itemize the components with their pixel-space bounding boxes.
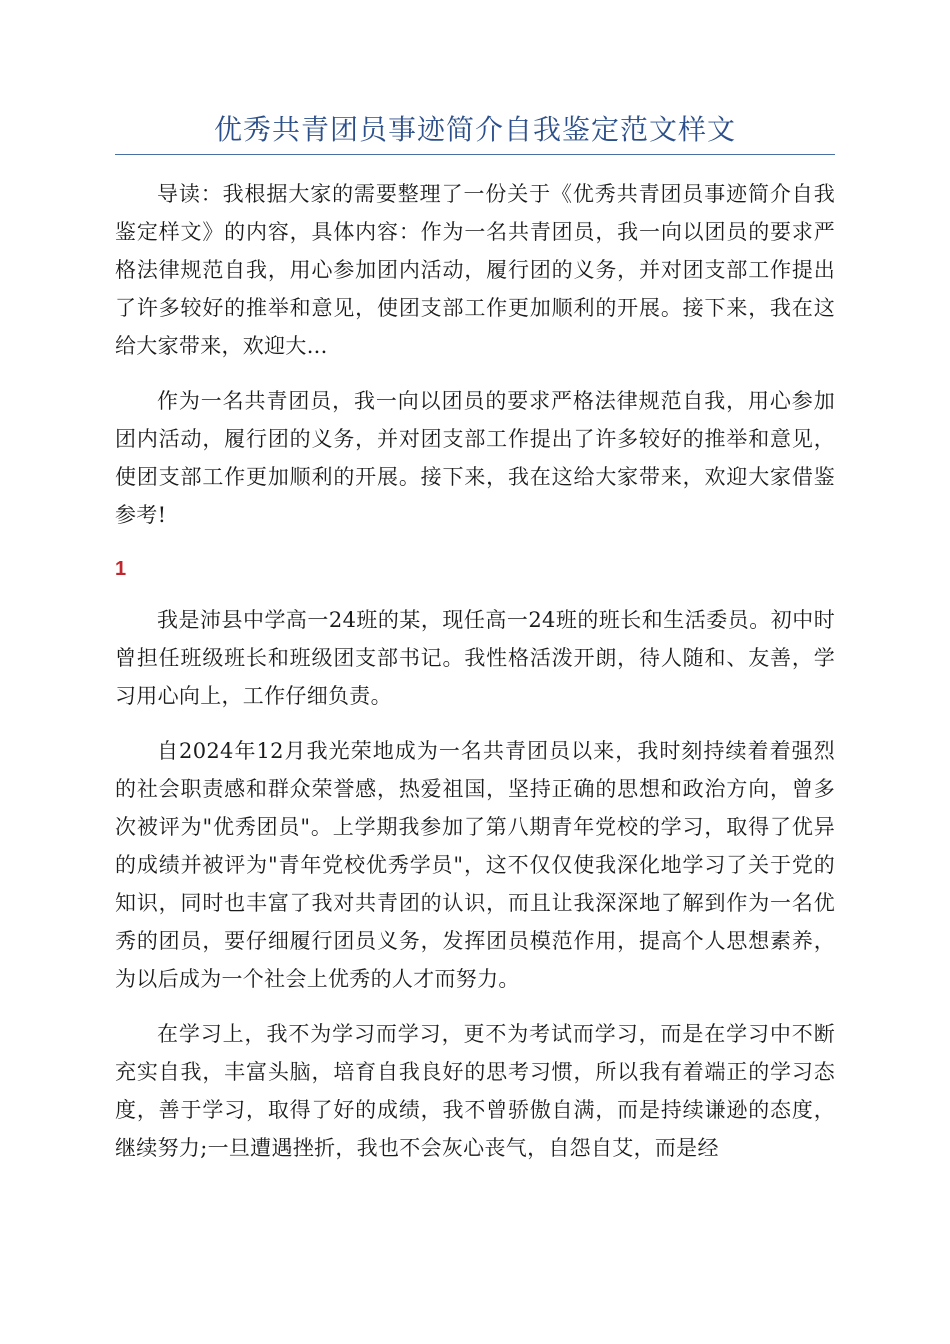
intro-paragraph: 作为一名共青团员，我一向以团员的要求严格法律规范自我，用心参加团内活动，履行团的义务，并对团支部工作提出了许多较好的推举和意见，使团支部工作更加顺利的开展。接下来，我在这给大家带来，欢迎大家借鉴参考! (115, 389, 835, 527)
title-underline (115, 154, 835, 155)
section-number: 1 (115, 558, 127, 580)
section-paragraph: 自2024年12月我光荣地成为一名共青团员以来，我时刻持续着着强烈的社会职责感和群众荣誉感，热爱祖国，坚持正确的思想和政治方向，曾多次被评为"优秀团员"。上学期我参加了第八期青年党校的学习，取得了优异的成绩并被评为"青年党校优秀学员"，这不仅仅使我深化地学习了关于党的知识，同时也丰富了我对共青团的认识，而且让我深深地了解到作为一名优秀的团员，要仔细履行团员义务，发挥团员模范作用，提高个人思想素养，为以后成为一个社会上优秀的人才而努力。 (115, 739, 835, 991)
intro-paragraph: 导读：我根据大家的需要整理了一份关于《优秀共青团员事迹简介自我鉴定样文》的内容，具体内容：作为一名共青团员，我一向以团员的要求严格法律规范自我，用心参加团内活动，履行团的义务，并对团支部工作提出了许多较好的推举和意见，使团支部工作更加顺利的开展。接下来，我在这给大家带来，欢迎大... (115, 182, 835, 358)
document-body (115, 175, 835, 1184)
section-paragraph: 我是沛县中学高一24班的某，现任高一24班的班长和生活委员。初中时曾担任班级班长和班级团支部书记。我性格活泼开朗，待人随和、友善，学习用心向上，工作仔细负责。 (115, 608, 835, 708)
document-title: 优秀共青团员事迹简介自我鉴定范文样文 (213, 113, 736, 146)
section-paragraph: 在学习上，我不为学习而学习，更不为考试而学习，而是在学习中不断充实自我，丰富头脑，培育自我良好的思考习惯，所以我有着端正的学习态度，善于学习，取得了好的成绩，我不曾骄傲自满，而是持续谦逊的态度，继续努力;一旦遭遇挫折，我也不会灰心丧气，自怨自艾，而是经 (115, 1022, 835, 1160)
